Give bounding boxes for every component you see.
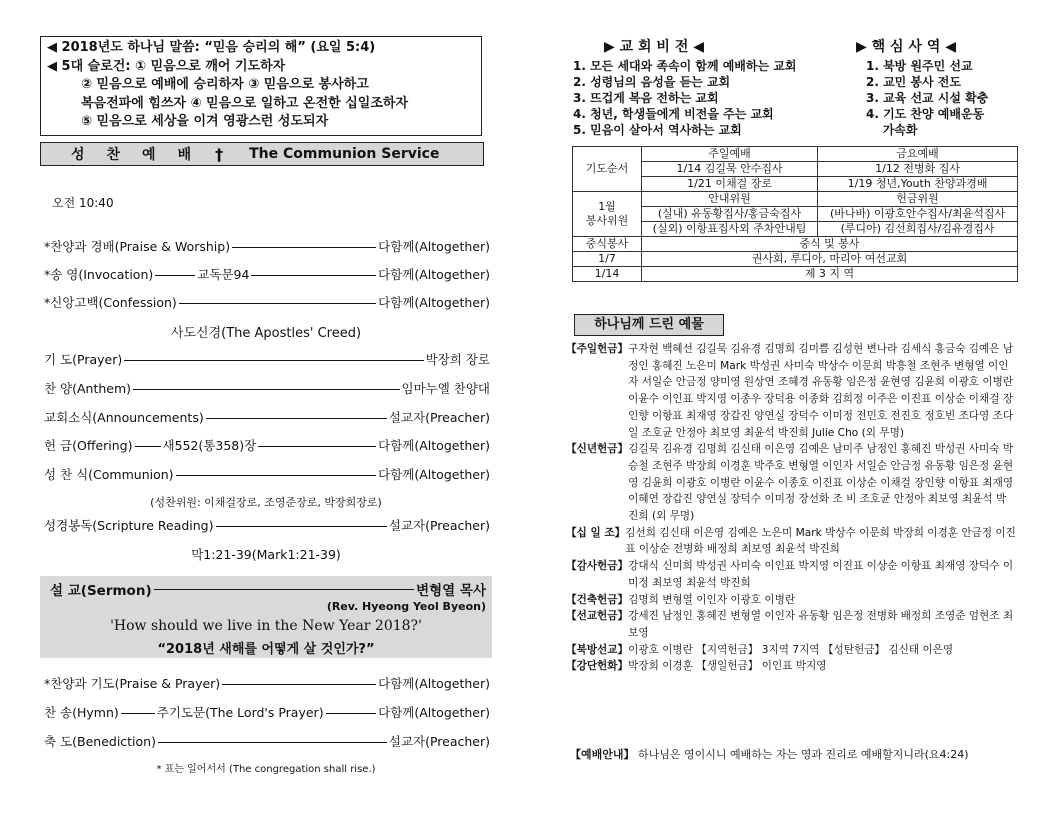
- preacher-name: 변형열 목사: [416, 583, 486, 599]
- order-label: 교회소식(Announcements): [44, 410, 204, 425]
- usher-header: 안내위원: [642, 192, 818, 207]
- order-row: [44, 379, 490, 397]
- offering-type: 【건축헌금】: [566, 593, 629, 606]
- order-row: [44, 703, 490, 721]
- sunday-header: 주일예배: [642, 147, 818, 162]
- scripture-ref: 막1:21-39(Mark1:21-39): [191, 547, 341, 562]
- volunteer-cell: [573, 192, 642, 237]
- vision-item: 1. 모든 세대와 족속이 함께 예배하는 교회: [573, 59, 797, 73]
- order-row: [44, 237, 490, 255]
- offering-group: [566, 341, 1016, 441]
- order-right: 다함께(Altogether): [378, 267, 490, 282]
- order-row: [44, 408, 490, 426]
- sunday-prayer: 1/21 이채걸 장로: [642, 177, 818, 192]
- vision-list: [573, 58, 796, 138]
- order-row: [44, 350, 490, 368]
- sermon-title-korean: “2018년 새해를 어떻게 살 것인가?”: [157, 642, 375, 657]
- offering-names: 김길묵 김유경 김명희 김신태 이은영 김예은 남미주 남정인 홍혜진 박성권 사미숙 박승철 조현주 박장희 이경훈 박주호 변형열 이인자 서일순 안금정 유동황 임은정 윤현영 김윤희 이광호 이병란 이윤수 이종호 이진표 이상순 이채걸 장인향 이항표 최재영 이혜연 장갑진 양연실 장덕수 이미정 장선화 조 비 조호균 안정아 최보영 최윤석 박진희 (외 무명): [628, 443, 1014, 523]
- order-mid: 교독문94: [197, 267, 250, 282]
- vision-item: 2. 성령님의 음성을 듣는 교회: [573, 75, 731, 89]
- offerings-list: [566, 341, 1016, 675]
- friday-prayer: 1/19 청년,Youth 찬양과경배: [818, 177, 1018, 192]
- offering-group: [566, 642, 1016, 659]
- order-row: [44, 465, 490, 483]
- volunteer-month: 1월: [598, 200, 616, 213]
- offering-type: 【선교헌금】: [566, 610, 629, 623]
- order-label: 축 도(Benediction): [44, 734, 156, 749]
- offering-group: [566, 658, 1016, 675]
- vision-item: 5. 믿음이 살아서 역사하는 교회: [573, 123, 742, 137]
- offering-names: 김선희 김신태 이은영 김예은 노은미 Mark 박상수 이문희 박장희 이경훈 안금정 이진표 이상순 전병화 배정희 최보영 최윤석 박진희: [625, 526, 1016, 556]
- order-row: [44, 516, 490, 534]
- vision-title: ▶ 교 회 비 전 ◀: [604, 39, 704, 55]
- order-label: 성경봉독(Scripture Reading): [44, 518, 214, 533]
- sermon-title-english: 'How should we live in the New Year 2018?': [110, 618, 422, 634]
- core-item: 3. 교육 선교 시설 확충: [866, 91, 989, 105]
- motto-line: 복음전파에 힘쓰자 ④ 믿음으로 일하고 온전한 십일조하자: [81, 95, 408, 111]
- core-list: [866, 58, 988, 138]
- order-row: [44, 265, 490, 283]
- volunteer-label: 봉사위원: [585, 214, 629, 227]
- order-right: 설교자(Preacher): [388, 410, 490, 425]
- cross-icon: †: [215, 144, 224, 164]
- service-table: [572, 146, 1018, 282]
- communion-helpers: (성찬위원: 이채걸장로, 조영준장로, 박장희장로): [150, 496, 382, 509]
- order-right: 설교자(Preacher): [388, 734, 490, 749]
- motto-box: [40, 36, 482, 136]
- offering-type: 【십 일 조】: [566, 526, 626, 539]
- offering-names: 박장희 이경훈 【생일헌금】 이인표 박지영: [628, 660, 827, 673]
- lunch-label: 중식봉사: [573, 237, 642, 252]
- offering-group: [566, 608, 1016, 641]
- order-right: 박장희 장로: [425, 352, 490, 367]
- order-right: 다함께(Altogether): [378, 438, 490, 453]
- order-right: 다함께(Altogether): [378, 705, 490, 720]
- prayer-order-label: 기도순서: [573, 147, 642, 192]
- offering-names: 이광호 이병란 【지역헌금】 3지역 7지역 【성탄헌금】 김신태 이은영: [628, 643, 954, 656]
- core-item: 2. 교민 봉사 전도: [866, 75, 961, 89]
- core-item: 1. 북방 원주민 선교: [866, 59, 973, 73]
- order-label: *찬양과 기도(Praise & Prayer): [44, 676, 221, 691]
- banner-korean: 성찬예배: [71, 147, 214, 163]
- order-mid: 주기도문(The Lord's Prayer): [156, 705, 324, 720]
- worship-guide: [570, 746, 969, 762]
- core-title: ▶ 핵 심 사 역 ◀: [856, 39, 956, 55]
- offering-type: 【신년헌금】: [566, 443, 629, 456]
- usher-entry: (실내) 유동황집사/홍금숙집사: [642, 207, 818, 222]
- order-label: 성 찬 식(Communion): [44, 467, 174, 482]
- motto-line: ⑤ 믿음으로 세상을 이겨 영광스런 성도되자: [81, 114, 329, 129]
- guide-text: 하나님은 영이시니 예배하는 자는 영과 진리로 예배할지니라(요4:24): [638, 748, 969, 761]
- sunday-prayer: 1/14 김길묵 안수집사: [642, 162, 818, 177]
- offering-group: [566, 525, 1016, 558]
- lunch-header: 중식 및 봉사: [642, 237, 1018, 252]
- order-row: [44, 436, 490, 454]
- offering-type: 【강단헌화】: [566, 660, 629, 673]
- offering-names: 김명희 변형열 이인자 이광호 이병란: [628, 593, 796, 606]
- vision-item: 4. 청년, 학생들에게 비전을 주는 교회: [573, 107, 774, 121]
- preacher-english: (Rev. Hyeong Yeol Byeon): [326, 600, 486, 613]
- order-mid: 새552(통358)장: [162, 438, 257, 453]
- order-label: 기 도(Prayer): [44, 352, 123, 367]
- guide-label: 【예배안내】: [570, 748, 635, 761]
- offering-names: 구자현 백혜선 김길묵 김유경 김명희 김미쁨 김성현 변나라 김세식 홍금숙 김예은 남정인 홍혜진 노은미 Mark 박성권 사미숙 박상수 이문희 박흥철 조현주 변형열 이인자 서일순 안금정 양미영 원상연 조혜경 유동황 임은정 윤현영 김윤희 이광호 이병란 이윤수 이인표 박지영 이종우 장덕용 이종화 김희정 이주은 이진표 이상순 이채걸 장인향 이항표 최재영 장갑진 양연실 장덕수 이미정 전민호 전진호 정호빈 조다영 조다일 조호균 안정아 최보영 최윤석 박진희 Julie Cho (외 무명): [628, 343, 1014, 439]
- apostles-creed: 사도신경(The Apostles' Creed): [170, 326, 362, 341]
- lunch-volunteers: 제 3 지 역: [642, 267, 1018, 282]
- offering-entry: (바나바) 이광호안수집사/최윤석집사: [818, 207, 1018, 222]
- order-label: *송 영(Invocation): [44, 267, 154, 282]
- offering-type: 【주일헌금】: [566, 343, 629, 355]
- motto-line: ② 믿음으로 예배에 승리하자 ③ 믿음으로 봉사하고: [81, 77, 369, 92]
- banner-english: The Communion Service: [249, 146, 440, 162]
- service-banner: [40, 142, 484, 166]
- order-label: *신앙고백(Confession): [44, 295, 177, 310]
- order-right: 다함께(Altogether): [378, 676, 490, 691]
- motto-line: ◀ 2018년도 하나님 말씀: “믿음 승리의 해” (요일 5:4): [47, 40, 376, 55]
- usher-entry: (실외) 이항표집사외 주차안내팀: [642, 222, 818, 237]
- friday-prayer: 1/12 전병화 집사: [818, 162, 1018, 177]
- order-row: [44, 674, 490, 692]
- order-label: 찬 양(Anthem): [44, 381, 132, 396]
- friday-header: 금요예배: [818, 147, 1018, 162]
- order-label: 헌 금(Offering): [44, 438, 133, 453]
- stand-note: * 표는 일어서서 (The congregation shall rise.): [156, 764, 376, 775]
- offering-type: 【북방선교】: [566, 643, 629, 656]
- offering-group: [566, 441, 1016, 525]
- core-item: 가속화: [866, 123, 918, 137]
- offering-names: 강대식 신미희 박성권 사미숙 이인표 박지영 이진표 이상순 이항표 최재영 장덕수 이미정 최보영 최윤석 박진희: [628, 560, 1014, 589]
- offering-entry: (루디아) 김선희집사/김유경집사: [818, 222, 1018, 237]
- order-right: 다함께(Altogether): [378, 239, 490, 254]
- order-right: 설교자(Preacher): [388, 518, 490, 533]
- lunch-date: 1/14: [573, 267, 642, 282]
- service-time: 오전 10:40: [52, 196, 114, 210]
- offering-names: 강세진 남정인 홍혜진 변형열 이인자 유동황 임은정 전병화 배정희 조영준 엄현조 최보영: [628, 610, 1014, 639]
- order-row: [44, 732, 490, 750]
- sermon-label: 설 교(Sermon): [50, 583, 152, 599]
- offering-group: [566, 592, 1016, 609]
- vision-item: 3. 뜨겁게 복음 전하는 교회: [573, 91, 719, 105]
- order-row: [44, 293, 490, 311]
- order-right: 다함께(Altogether): [378, 295, 490, 310]
- offering-header: 헌금위원: [818, 192, 1018, 207]
- order-right: 임마누엘 찬양대: [401, 381, 490, 396]
- lunch-volunteers: 권사회, 루디아, 마리아 여선교회: [642, 252, 1018, 267]
- sermon-row: [50, 579, 486, 599]
- core-item: 4. 기도 찬양 예배운동: [866, 107, 985, 121]
- offering-group: [566, 558, 1016, 591]
- sermon-box: [40, 576, 492, 658]
- order-label: *찬양과 경배(Praise & Worship): [44, 239, 231, 254]
- motto-line: ◀ 5대 슬로건: ① 믿음으로 깨어 기도하자: [47, 58, 286, 74]
- order-right: 다함께(Altogether): [378, 467, 490, 482]
- offering-type: 【감사헌금】: [566, 560, 629, 573]
- offerings-title: 하나님께 드린 예물: [574, 314, 724, 336]
- lunch-date: 1/7: [573, 252, 642, 267]
- order-label: 찬 송(Hymn): [44, 705, 119, 720]
